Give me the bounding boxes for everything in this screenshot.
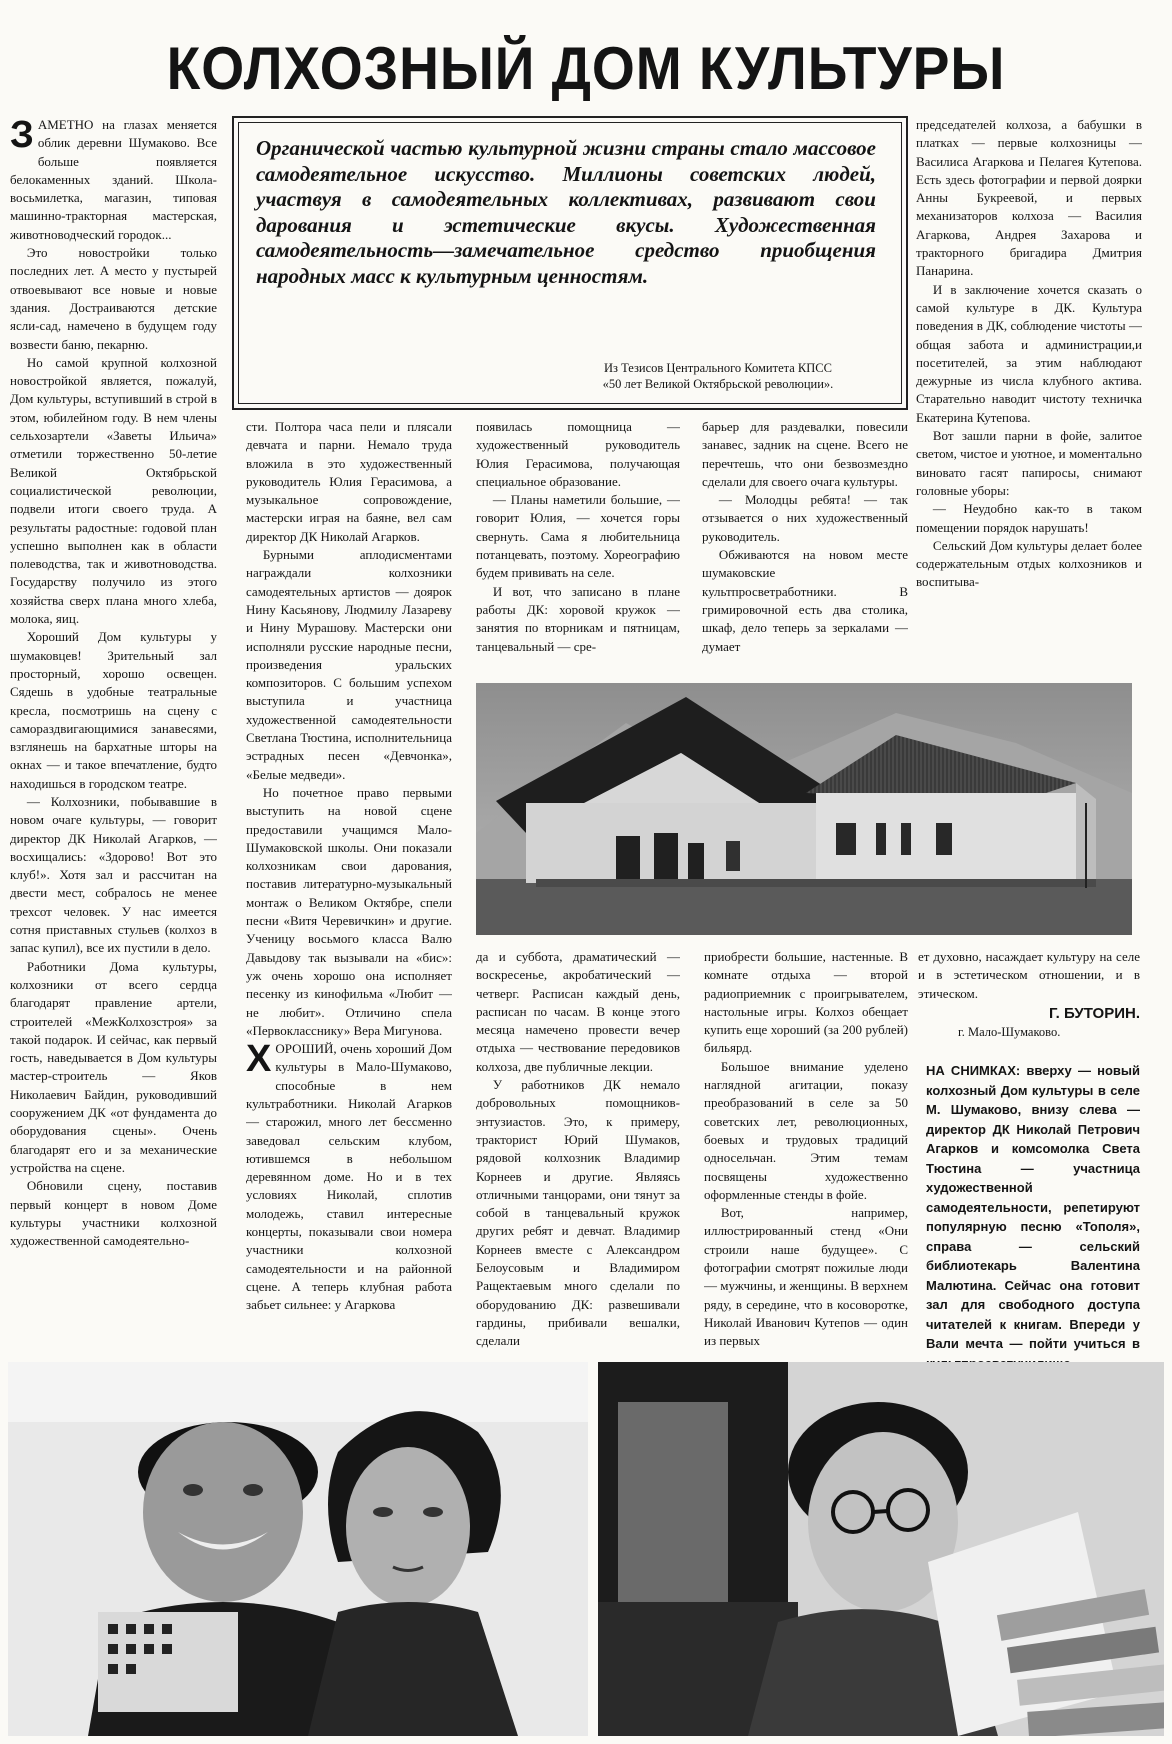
quote-source-line: Из Тезисов Центрального Комитета КПСС: [604, 361, 832, 375]
column-4-top: [702, 418, 908, 670]
paragraph: Вот зашли парни в фойе, залитое светом, чистое и уютное, и моментально виновато гасят папиросы, снимают головные уборы:: [916, 428, 1142, 498]
party-theses-quote-box: [232, 116, 908, 410]
paragraph: да и суббота, драматический — воскресенье, акробатический — четверг. Расписан каждый день, расписан по часам. В конце этого месяца намечено провести вечер отдыха — чествование передовиков колхоза, две публичные лекции.: [476, 949, 680, 1074]
paragraph: приобрести большие, настенные. В комнате отдыха — второй радиоприемник с проигрывателем, настольные игры. Колхоз обещает купить еще хороший (за 200 рублей) бильярд.: [704, 949, 908, 1056]
column-5-top: [916, 116, 1142, 676]
photo-captions: [926, 1061, 1140, 1373]
article-headline: КОЛХОЗНЫЙ ДОМ КУЛЬТУРЫ: [166, 35, 1006, 102]
paragraph: Обновили сцену, поставив первый концерт в новом Доме культуры участники колхозной художественной самодеятельно-: [10, 1178, 217, 1249]
quote-source-line: «50 лет Великой Октябрьской революции».: [602, 377, 834, 391]
paragraph: Хороший Дом культуры у шумаковцев! Зрительный зал просторный, хорошо освещен. Сядешь в удобные театральные кресла, посмотришь на сцену с самораздвигающимися занавесями, взглянешь на бархатные шторы на окнах — и такое впечатление, будто находишься в городском театре.: [10, 629, 217, 791]
dateline-place: г. Мало-Шумаково.: [958, 1025, 1061, 1040]
paragraph: ет духовно, насаждает культуру на селе и в эстетическом отношении, и в этическом.: [918, 949, 1140, 1001]
musicians-illustration: [8, 1362, 588, 1736]
captions-label: НА СНИМКАХ:: [926, 1063, 1021, 1079]
paragraph: Обживаются на новом месте шумаковские культпросветработники. В гримировочной есть два столика, шкаф, дело теперь за зеркалами — думает: [702, 547, 908, 654]
quote-source: [548, 360, 888, 392]
paragraph: И в заключение хочется сказать о самой культуре в ДК. Культура поведения в ДК, соблюдение чистоты — общая забота и администрации,и посетителей, за этим наблюдают дежурные из числа клубного актива. Старательно наводит чистоту техничка Екатерина Кутепова.: [916, 281, 1142, 425]
drop-cap: З: [10, 116, 34, 156]
paragraph: появилась помощница — художественный руководитель Юлия Герасимова, получающая специальное образование.: [476, 419, 680, 489]
column-3-top: [476, 418, 680, 670]
paragraph: председателей колхоза, а бабушки в платках — первые колхозницы — Василиса Агаркова и Пелагея Кутепова. Есть здесь фотографии и первой доярки Анны Букреевой, и первых механизаторов колхоза — Василия Агаркова, Андрея Захарова и тракторного бригадира Дмитрия Панарина.: [916, 117, 1142, 279]
captions-text: вверху — новый колхозный Дом культуры в селе М. Шумаково, внизу слева — директор ДК Николай Петрович Агарков и комсомолка Света Тюстина — участница художественной самодеятельности, репетируют популярную песню «Тополя», справа — сельский библиотекарь Валентина Малютина. Сейчас она готовит зал для свободного доступа читателей к книгам. Впереди у Вали мечта — пойти учиться в: [926, 1063, 1140, 1352]
paragraph: Работники Дома культуры, колхозники от всего сердца благодарят правление артели, строителей «МежКолхозстроя» за такой подарок. И сейчас, как первый гость, наведывается в Дом культуры мастер-строитель — Яков Николаевич Байдин, руководивший сооружением ДК «от фундамента до оборудования сцены». Очень благодарят его и за механические устройства на сцене.: [10, 958, 217, 1175]
paragraph: Но почетное право первыми выступить на новой сцене предоставили учащимся Мало-Шумаковской школы. Они показали колхозникам свои дарования, поставив литературно-музыкальный монтаж о Великом Октябре, спели песни «Витя Черевичкин» и другие. Ученицу восьмого класса Валю Давыдову так вызывали на «бис»: уж очень хорошо она исполняет песенку из кинофильма «Любит — не любит». Отличино спела «Первокласснику» Вера Мигунова.: [246, 784, 452, 1038]
house-of-culture-photo: [476, 683, 1132, 935]
paragraph: Вот, например, иллюстрированный стенд «Они строили наше будущее». С фотографии смотрят пожилые люди — мужчины, и женщины. В верхнем ряду, в середине, что в косоворотке, Николай Иванович Кутепов — один из первых: [704, 1205, 908, 1348]
paragraph: У работников ДК немало добровольных помощников-энтузиастов. Это, к примеру, тракторист Юрий Шумаков, рядовой колхозник Владимир Корнеев и другие. Являясь отличными танцорами, они тянут за собой в танцевальный кружок других ребят и девчат. Владимир Корнеев вместе с Александром Белоусовым и Владимиром Ращектаевым много сделали по оборудованию ДК: развешивали гардины, прибивали вешалки, сделали: [476, 1077, 680, 1348]
director-and-singer-photo: [8, 1362, 588, 1736]
paragraph: Сельский Дом культуры делает более содержательным отдых колхозников и воспитыва-: [916, 537, 1142, 590]
paragraph: сти. Полтора часа пели и плясали девчата и парни. Немало труда вложила в это художественный руководитель Юлия Герасимова, а музыкальное сопровождение, мастерски играя на баяне, вел сам директор ДК Николай Агарков.: [246, 419, 452, 544]
librarian-illustration: [598, 1362, 1164, 1736]
column-5-bottom: [918, 948, 1140, 1352]
paragraph: — Неудобно как-то в таком помещении порядок нарушать!: [916, 501, 1142, 535]
drop-cap: Х: [246, 1038, 272, 1081]
paragraph: Но самой крупной колхозной новостройкой является, пожалуй, Дом культуры, вступивший в строй в этом, юбилейном году. В нем члены сельхозартели «Заветы Ильича» отметили торжественно 50-летие Великой Октябрьской социалистической революции, подвели итоги своего труда. А результаты радостные: годовой план успешно выполнен как в области полеводства, так и животноводства. Государству получило из этого хозяйства сверх плана много хлеба, молока, яиц.: [10, 354, 217, 627]
librarian-photo: [598, 1362, 1164, 1736]
paragraph: ХОРОШИЙ, очень хороший Дом культуры в Мало-Шумаково, способные в нем культработники. Николай Агарков — старожил, много лет бессменно заведовал сельским клубом, ютившемся в небольшом деревянном доме. Но и в тех условиях Николай, сплотив молодежь, ставил интересные концерты, показывали свои номера участники колхозной самодеятельности и на районной сцене. А теперь клубная работа забьет сильнее: у Агаркова: [246, 1038, 452, 1313]
paragraph: ЗАМЕТНО на глазах меняется облик деревни Шумаково. Все больше появляется белокаменных зданий. Школа-восьмилетка, магазин, типовая машинно-тракторная мастерская, животноводческий городок...: [10, 116, 217, 242]
paragraph: Это новостройки только последних лет. А место у пустырей отвоевывают все новые и новые здания. Достраиваются детские ясли-сад, намечено в будущем году возвести баню, пекарню.: [10, 245, 217, 352]
column-3-bottom: [476, 948, 680, 1348]
building-illustration: [476, 683, 1132, 935]
paragraph: — Молодцы ребята! — так отзывается о них художественный руководитель.: [702, 492, 908, 544]
author-byline: Г. БУТОРИН.: [1049, 1004, 1140, 1022]
paragraph: — Планы наметили большие, — говорит Юлия, — хочется горы свернуть. Сама я любительница потанцевать, поэтому. Хореографию будем прививать на селе.: [476, 492, 680, 581]
paragraph: — Колхозники, побывавшие в новом очаге культуры, — говорит директор ДК Николай Агарков, — восхищались: «Здорово! Вот это клуб!». Хотя зал и рассчитан на двести мест, собралось не менее трехсот человек. У нас имеется сотня приставных стульев (колхоз в запас купил), все их пустили в дело.: [10, 793, 217, 956]
column-2: [246, 418, 452, 1348]
column-4-bottom: [704, 948, 908, 1348]
paragraph: барьер для раздевалки, повесили занавес, задник на сцене. Всего не перечтешь, что они безвозмездно сделали для своего очага культуры.: [702, 419, 908, 489]
paragraph: И вот, что записано в плане работы ДК: хоровой кружок — занятия по вторникам и пятницам, танцевальный — сре-: [476, 583, 680, 654]
paragraph: Бурными аплодисментами награждали колхозники самодеятельных артистов — доярок Нину Касьянову, Людмилу Лазареву и Нину Мурашову. Мастерски они исполняли русские народные песни, произведения уральских композиторов. С большим успехом выступила и участница художественной самодеятельности Светлана Тюстина, исполнительница эстрадных песен «Девчонка», «Белые медведи».: [246, 547, 452, 782]
paragraph: Большое внимание уделено наглядной агитации, показу преобразований в селе за 50 советских лет, революционных, боевых и трудовых традиций односельчан. Этим темам посвящены художественно оформленные стенды в фойе.: [704, 1058, 908, 1202]
quote-text: Органической частью культурной жизни страны стало массовое самодеятельное искусство. Миллионы советских людей, участвуя в самодеятельных коллективах, развивают свои дарования и эстетические вкусы. Художественная самодеятельность—замечательное средство приобщения народных масс к культурным ценностям.: [256, 136, 876, 288]
column-1: [10, 116, 217, 1348]
